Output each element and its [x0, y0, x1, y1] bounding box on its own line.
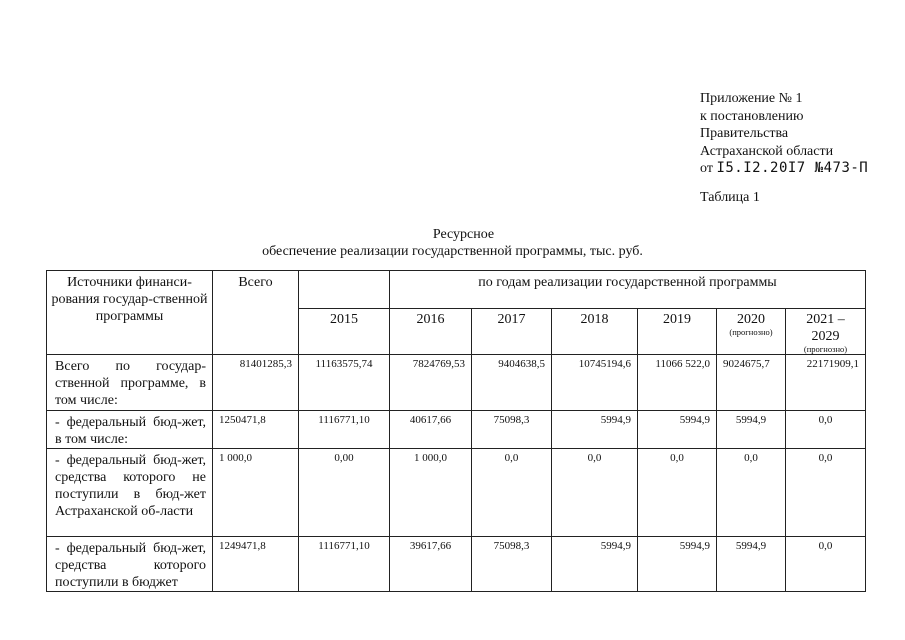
table-row	[47, 537, 866, 592]
row-label: Всего по государ-ственной программе, в том числе:	[47, 355, 213, 411]
cell-total: 1 000,0	[213, 449, 299, 537]
annex-line: Приложение № 1	[700, 91, 803, 106]
annex-line: Астраханской области	[700, 143, 834, 159]
cell-value: 39617,66	[390, 537, 472, 592]
date-stamp: I5.I2.20I7 №473-П	[716, 160, 869, 176]
cell-value: 9404638,5	[472, 355, 552, 411]
cell-value: 0,0	[717, 449, 786, 537]
year-header: 2019	[638, 309, 717, 355]
row-label: - федеральный бюд-жет, в том числе:	[47, 411, 213, 449]
cell-value: 5994,9	[552, 537, 638, 592]
cell-value: 9024675,7	[717, 355, 786, 411]
year-header: 2017	[472, 309, 552, 355]
annex-line: Правительства	[700, 126, 789, 141]
cell-value: 5994,9	[552, 411, 638, 449]
document-title	[0, 226, 905, 260]
cell-value: 0,0	[552, 449, 638, 537]
cell-value: 1116771,10	[299, 411, 390, 449]
annex-date-line	[700, 160, 868, 178]
cell-total: 81401285,3	[213, 355, 299, 411]
cell-value: 10745194,6	[552, 355, 638, 411]
title-line-1: Ресурсное	[432, 227, 495, 242]
header-total: Всего	[213, 271, 299, 355]
year-header: 2018	[552, 309, 638, 355]
cell-value: 5994,9	[638, 411, 717, 449]
table-row	[47, 449, 866, 537]
cell-value: 11066 522,0	[638, 355, 717, 411]
annex-block	[700, 90, 868, 178]
year-label: 2020	[737, 312, 765, 327]
year-header-2021-2029	[786, 309, 866, 355]
cell-value: 0,00	[299, 449, 390, 537]
forecast-note: (прогнозно)	[803, 344, 848, 354]
header-empty-cell	[299, 271, 390, 309]
cell-value: 0,0	[786, 411, 866, 449]
cell-value: 1116771,10	[299, 537, 390, 592]
cell-value: 5994,9	[717, 411, 786, 449]
cell-value: 0,0	[786, 537, 866, 592]
year-header: 2016	[390, 309, 472, 355]
row-label: - федеральный бюд-жет, средства которого поступили в бюджет	[47, 537, 213, 592]
resource-table	[46, 270, 866, 592]
annex-line: к постановлению	[700, 108, 804, 124]
cell-total: 1250471,8	[213, 411, 299, 449]
cell-value: 0,0	[638, 449, 717, 537]
cell-value: 0,0	[472, 449, 552, 537]
cell-total: 1249471,8	[213, 537, 299, 592]
header-by-years: по годам реализации государственной программы	[390, 271, 866, 309]
forecast-note: (прогнозно)	[729, 327, 773, 337]
header-source: Источники финанси-рования государ-ственной программы	[47, 271, 213, 355]
table-row	[47, 411, 866, 449]
cell-value: 1 000,0	[390, 449, 472, 537]
cell-value: 75098,3	[472, 411, 552, 449]
cell-value: 0,0	[786, 449, 866, 537]
cell-value: 7824769,53	[390, 355, 472, 411]
cell-value: 11163575,74	[299, 355, 390, 411]
table-number: Таблица 1	[700, 190, 760, 205]
date-prefix: от	[700, 161, 713, 176]
cell-value: 40617,66	[390, 411, 472, 449]
year-header: 2015	[299, 309, 390, 355]
cell-value: 5994,9	[717, 537, 786, 592]
row-label: - федеральный бюд-жет, средства которого не поступили в бюд-жет Астраханской об-ласти	[47, 449, 213, 537]
year-label: 2021 – 2029	[806, 312, 845, 344]
cell-value: 5994,9	[638, 537, 717, 592]
table-row	[47, 355, 866, 411]
year-header-2020	[717, 309, 786, 355]
title-line-2: обеспечение реализации государственной программы, тыс. руб.	[262, 244, 643, 259]
cell-value: 75098,3	[472, 537, 552, 592]
cell-value: 22171909,1	[786, 355, 866, 411]
